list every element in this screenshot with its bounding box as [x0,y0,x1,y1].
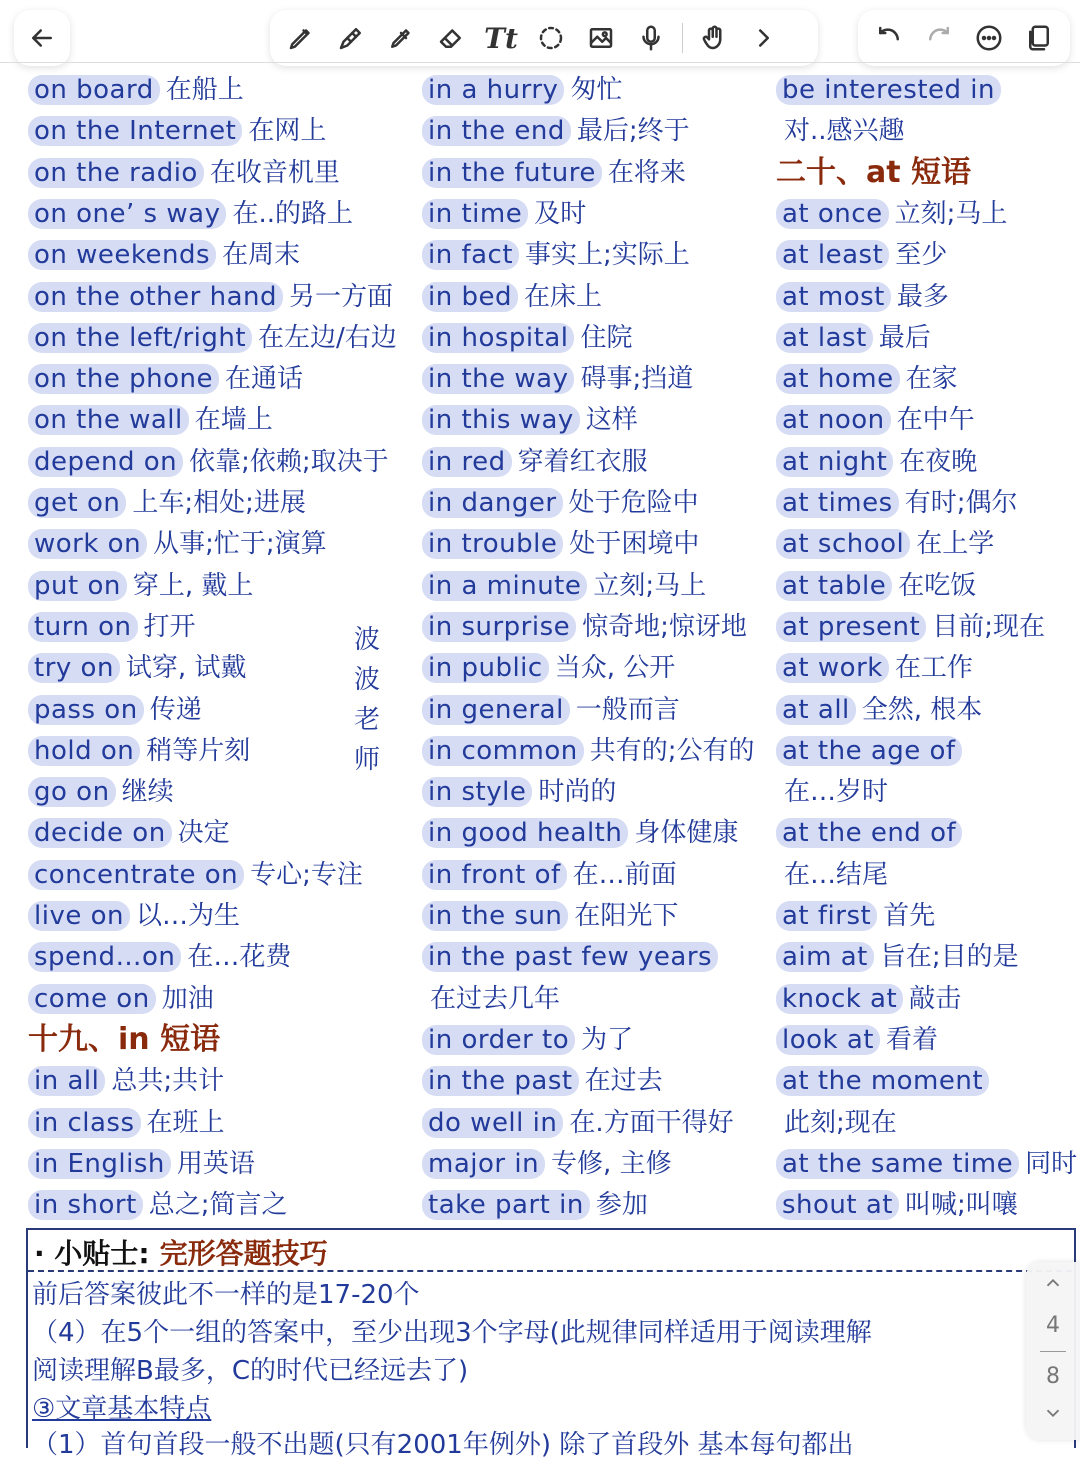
phrase-chinese: 对..感兴趣 [784,116,905,147]
phrase-entry [28,238,300,272]
phrase-chinese: 全然, 根本 [861,694,983,725]
phrase-english: on the left/right [28,323,252,353]
phrase-english: on the Internet [28,116,242,146]
phrase-english: in general [422,695,570,725]
phrase-entry [776,527,994,561]
phrase-chinese: 共有的;公有的 [589,735,755,766]
phrase-entry [28,858,363,892]
phrase-chinese: 用英语 [176,1148,255,1179]
phrase-english: aim at [776,942,874,972]
phrase-english: at most [776,282,891,312]
phrase-english: at all [776,695,856,725]
phrase-chinese: 试穿, 试戴 [125,653,247,684]
phrase-chinese: 以…为生 [135,901,240,931]
phrase-entry [422,651,675,685]
phrase-english: in the sun [422,901,568,931]
chevron-right-icon[interactable] [741,15,787,61]
phrase-chinese: 在墙上 [194,405,273,436]
phrase-entry [422,816,738,850]
phrase-entry [28,114,326,148]
tool-bar [270,10,818,66]
phrase-entry [28,899,240,933]
phrase-entry [28,156,340,190]
signature-vertical [352,620,382,780]
phrase-entry [776,734,962,768]
phrase-english: at work [776,653,889,683]
phrase-chinese: 上车;相处;进展 [132,488,306,518]
tips-line: （4）在5个一组的答案中，至少出现3个字母(此规律同样适用于阅读理解 [32,1318,872,1348]
phrase-chinese: 最多 [896,281,949,312]
phrase-chinese: 打开 [143,611,196,642]
phrase-chinese: 叫喊;叫嚷 [905,1190,1018,1221]
phrase-entry [28,280,393,314]
phrase-chinese: 旨在;目的是 [879,942,1019,973]
phrase-english: go on [28,777,116,807]
phrase-chinese: 决定 [177,818,230,849]
phrase-chinese: 至少 [895,240,948,271]
phrase-chinese: 从事;忙于;演算 [153,529,327,560]
phrase-chinese: 目前;现在 [932,611,1045,642]
phrase-chinese: 在.方面干得好 [569,1107,734,1138]
phrase-english: at the age of [776,736,962,766]
phrase-chinese: 在家 [905,364,958,395]
phrase-english: in style [422,777,532,807]
phrase-entry [422,1147,672,1181]
phrase-entry [28,445,389,479]
phrase-chinese: 依靠;依赖;取决于 [189,446,389,477]
phrase-entry [28,197,353,231]
phrase-english: concentrate on [28,860,244,890]
section-heading [776,156,971,191]
phrase-entry [28,982,214,1016]
phrase-entry [28,569,253,603]
phrase-chinese: 在中午 [896,405,975,436]
phrase-entry [422,1064,663,1098]
phrase-chinese: 事实上;实际上 [525,240,690,271]
phrase-english: knock at [776,984,903,1014]
chevron-down-icon[interactable] [1042,1402,1064,1430]
phrase-chinese: 另一方面 [289,281,394,312]
phrase-entry [28,610,196,644]
phrase-entry [776,1023,938,1057]
phrase-chinese: 在…结尾 [784,859,889,890]
phrase-chinese: 看着 [886,1024,939,1055]
phrase-chinese: 在..的路上 [232,198,353,229]
phrase-entry [776,569,976,603]
phrase-english: on the other hand [28,282,283,312]
phrase-chinese: 碍事;挡道 [580,364,694,395]
toolbar-divider [682,23,683,53]
phrase-entry [422,899,678,933]
phrase-chinese: 同时 [1025,1148,1078,1179]
phrase-chinese: 一般而言 [575,694,680,725]
phrase-english: turn on [28,612,138,642]
phrase-english: in the end [422,116,571,146]
pencil-icon[interactable] [328,15,374,61]
section-heading [28,1023,220,1058]
tips-line: ③文章基本特点 [32,1394,212,1424]
phrase-entry [776,899,935,933]
phrase-entry [422,403,638,437]
phrase-entry [422,238,690,272]
hand-icon[interactable] [691,15,737,61]
phrase-entry [776,651,973,685]
phrase-entry [776,816,962,850]
phrase-chinese: 住院 [580,322,633,353]
phrase-entry [422,569,706,603]
chevron-up-icon[interactable] [1042,1272,1064,1300]
phrase-chinese: 有时;偶尔 [904,488,1018,518]
signature-char: 老 [353,705,380,735]
phrase-chinese: 惊奇地;惊讶地 [582,611,747,642]
phrase-english: be interested in [776,75,1001,105]
phrase-chinese: 穿着红衣服 [517,446,648,477]
tips-line: 阅读理解B最多，C的时代已经远去了) [32,1356,469,1386]
phrase-chinese: 在夜晚 [899,446,978,477]
phrase-chinese: 及时 [534,198,587,229]
page-indicator [1026,1262,1080,1440]
phrase-chinese: 专修, 主修 [551,1148,672,1179]
phrase-entry [776,775,888,809]
phrase-english: in a minute [422,571,587,601]
phrase-chinese: 总共;共计 [111,1066,225,1097]
phrase-chinese: 在左边/右边 [258,322,397,353]
phrase-entry [776,610,1045,644]
toolbar-divider-line [0,62,1080,63]
phrase-english: at least [776,240,889,270]
phrase-entry [776,1064,989,1098]
phrase-chinese: 在床上 [523,281,602,312]
phrase-english: at table [776,571,892,601]
phrase-entry [776,1147,1077,1181]
lasso-icon[interactable] [528,15,574,61]
phrase-entry [422,1106,734,1140]
phrase-english: in common [422,736,584,766]
phrase-english: in danger [422,488,563,518]
phrase-entry [422,156,686,190]
phrase-english: on the radio [28,158,204,188]
signature-char: 师 [353,745,380,775]
phrase-chinese: 立刻;马上 [894,198,1008,229]
phrase-chinese: 穿上, 戴上 [132,570,254,601]
highlighter-icon[interactable] [378,15,424,61]
tips-title [34,1232,328,1272]
phrase-english: in class [28,1108,141,1138]
phrase-english: in good health [422,818,628,848]
phrase-entry [28,693,202,727]
phrase-english: work on [28,529,147,559]
phrase-entry [422,858,677,892]
phrase-english: at school [776,529,910,559]
phrase-entry [422,610,747,644]
phrase-chinese: 此刻;现在 [784,1107,897,1138]
phrase-english: on weekends [28,240,216,270]
phrase-chinese: 在…花费 [187,942,292,973]
current-page: 4 [1046,1312,1060,1338]
phrase-english: look at [776,1025,880,1055]
tips-heading: 完形答题技巧 [159,1237,328,1270]
phrase-chinese: 总之;简言之 [148,1190,288,1221]
phrase-entry [776,238,947,272]
phrase-english: in this way [422,405,580,435]
phrase-english: spend…on [28,942,181,972]
phrase-entry [422,362,693,396]
phrase-english: in front of [422,860,567,890]
phrase-entry [28,816,230,850]
section-heading-text: 二十、at 短语 [776,154,972,190]
phrase-english: in the past [422,1066,579,1096]
phrase-chinese: 在…岁时 [784,777,889,808]
phrase-chinese: 为了 [581,1024,634,1055]
phrase-english: on board [28,75,160,105]
phrase-chinese: 在网上 [248,116,327,147]
phrase-chinese: 在收音机里 [209,157,340,188]
phrase-entry [28,940,291,974]
back-button[interactable] [14,10,70,66]
phrase-entry [776,114,905,148]
phrase-chinese: 加油 [161,983,214,1014]
phrase-entry [28,1147,255,1181]
phrase-english: decide on [28,818,172,848]
phrase-entry [776,321,931,355]
phrase-entry [28,362,303,396]
phrase-chinese: 继续 [121,777,174,808]
phrase-entry [776,445,977,479]
phrase-entry [28,527,327,561]
phrase-entry [422,1188,648,1222]
phrase-english: major in [422,1149,545,1179]
phrase-chinese: 在阳光下 [574,901,679,931]
phrase-english: in a hurry [422,75,564,105]
action-bar [858,10,1070,66]
redo-icon[interactable] [916,15,962,61]
phrase-english: at noon [776,405,891,435]
phrase-chinese: 最后 [878,322,931,353]
phrase-chinese: 立刻;马上 [593,570,707,601]
undo-icon[interactable] [866,15,912,61]
eraser-icon[interactable] [428,15,474,61]
pages-icon[interactable] [1016,15,1062,61]
phrase-chinese: 传递 [149,694,202,725]
phrase-english: depend on [28,447,183,477]
phrase-chinese: 在过去几年 [430,983,561,1014]
phrase-english: in surprise [422,612,576,642]
tips-line: 前后答案彼此不一样的是17-20个 [32,1280,420,1310]
phrase-chinese: 稍等片刻 [146,735,251,766]
phrase-chinese: 在通话 [224,364,303,395]
phrase-entry [776,858,888,892]
phrase-english: do well in [422,1108,563,1138]
phrase-entry [28,1188,288,1222]
phrase-entry [28,486,306,520]
phrase-english: put on [28,571,127,601]
phrase-english: take part in [422,1190,590,1220]
phrase-entry [422,280,602,314]
phrase-entry [422,1023,633,1057]
phrase-chinese: 身体健康 [634,818,739,849]
phrase-entry [28,321,397,355]
section-heading-text: 十九、in 短语 [28,1021,221,1057]
image-icon[interactable] [578,15,624,61]
phrase-english: get on [28,488,126,518]
signature-char: 波 [353,625,380,655]
tips-line: （1）首句首段一般不出题(只有2001年例外) 除了首段外 基本每句都出 [32,1430,854,1460]
phrase-english: in English [28,1149,171,1179]
phrase-english: on the wall [28,405,189,435]
phrase-chinese: 参加 [595,1190,648,1221]
phrase-chinese: 在周末 [222,240,301,271]
phrase-entry [776,1188,1018,1222]
phrase-chinese: 处于困境中 [569,529,700,560]
phrase-english: shout at [776,1190,899,1220]
phrase-entry [422,114,690,148]
phrase-chinese: 在班上 [146,1107,225,1138]
phrase-entry [422,775,616,809]
back-icon [19,15,65,61]
phrase-english: in the past few years [422,942,718,972]
phrase-english: at the same time [776,1149,1019,1179]
phrase-entry [422,486,699,520]
phrase-english: in the future [422,158,602,188]
phrase-entry [422,527,699,561]
phrase-entry [28,651,246,685]
phrase-chinese: 在将来 [607,157,686,188]
phrase-english: come on [28,984,156,1014]
phrase-english: at first [776,901,877,931]
phrase-english: on one’ s way [28,199,226,229]
phrase-chinese: 最后;终于 [576,116,690,147]
phrase-entry [28,1106,225,1140]
phrase-english: in red [422,447,512,477]
phrase-chinese: 时尚的 [538,777,617,808]
phrase-entry [422,321,633,355]
phrase-english: in the way [422,364,574,394]
phrase-chinese: 敲击 [909,983,962,1014]
phrase-english: in hospital [422,323,574,353]
phrase-english: at the end of [776,818,962,848]
phrase-chinese: 匆忙 [570,75,623,105]
phrase-entry [28,73,244,107]
phrase-chinese: 在…前面 [572,859,677,890]
phrase-chinese: 在上学 [916,529,995,560]
phrase-english: in public [422,653,549,683]
phrase-english: in fact [422,240,519,270]
phrase-chinese: 在船上 [165,75,244,105]
microphone-icon[interactable] [628,15,674,61]
phrase-entry [776,197,1007,231]
tips-divider [28,1270,1072,1272]
phrase-entry [28,734,250,768]
phrase-chinese: 这样 [585,405,638,436]
phrase-english: try on [28,653,120,683]
phrase-english: hold on [28,736,140,766]
phrase-entry [422,445,648,479]
phrase-english: pass on [28,695,144,725]
phrase-entry [776,403,975,437]
phrase-entry [422,693,680,727]
phrase-entry [776,280,949,314]
phrase-entry [28,403,273,437]
phrase-english: in bed [422,282,518,312]
phrase-chinese: 首先 [883,901,936,931]
tips-prefix: · 小贴士: [34,1237,150,1270]
pen-icon[interactable] [278,15,324,61]
phrase-english: at present [776,612,926,642]
phrase-entry [422,197,586,231]
phrase-english: in all [28,1066,105,1096]
phrase-english: at once [776,199,889,229]
phrase-english: on the phone [28,364,219,394]
phrase-english: live on [28,901,130,931]
phrase-chinese: 在吃饭 [898,570,977,601]
phrase-english: at the moment [776,1066,989,1096]
phrase-entry [422,940,718,974]
text-icon[interactable]: Tt [484,21,518,55]
signature-char: 波 [353,665,380,695]
phrase-entry [776,362,958,396]
total-pages: 8 [1046,1364,1060,1390]
phrase-chinese: 在工作 [894,653,973,684]
phrase-chinese: 当众, 公开 [554,653,676,684]
phrase-english: in short [28,1190,143,1220]
phrase-english: at last [776,323,873,353]
phrase-chinese: 专心;专注 [250,859,363,890]
phrase-entry [776,982,961,1016]
phrase-entry [776,73,1001,107]
phrase-english: at times [776,488,899,518]
phrase-entry [422,73,622,107]
phrase-english: in time [422,199,528,229]
phrase-entry [776,1106,897,1140]
phrase-chinese: 在过去 [584,1066,663,1097]
phrase-english: in order to [422,1025,575,1055]
phrase-entry [776,693,982,727]
phrase-english: at home [776,364,900,394]
phrase-chinese: 处于危险中 [568,488,699,518]
phrase-entry [422,734,754,768]
phrase-entry [776,486,1017,520]
more-icon[interactable] [966,15,1012,61]
phrase-english: in trouble [422,529,563,559]
phrase-entry [28,1064,224,1098]
phrase-english: at night [776,447,893,477]
phrase-entry [422,982,560,1016]
phrase-entry [28,775,174,809]
phrase-entry [776,940,1019,974]
page-separator [1040,1351,1066,1352]
